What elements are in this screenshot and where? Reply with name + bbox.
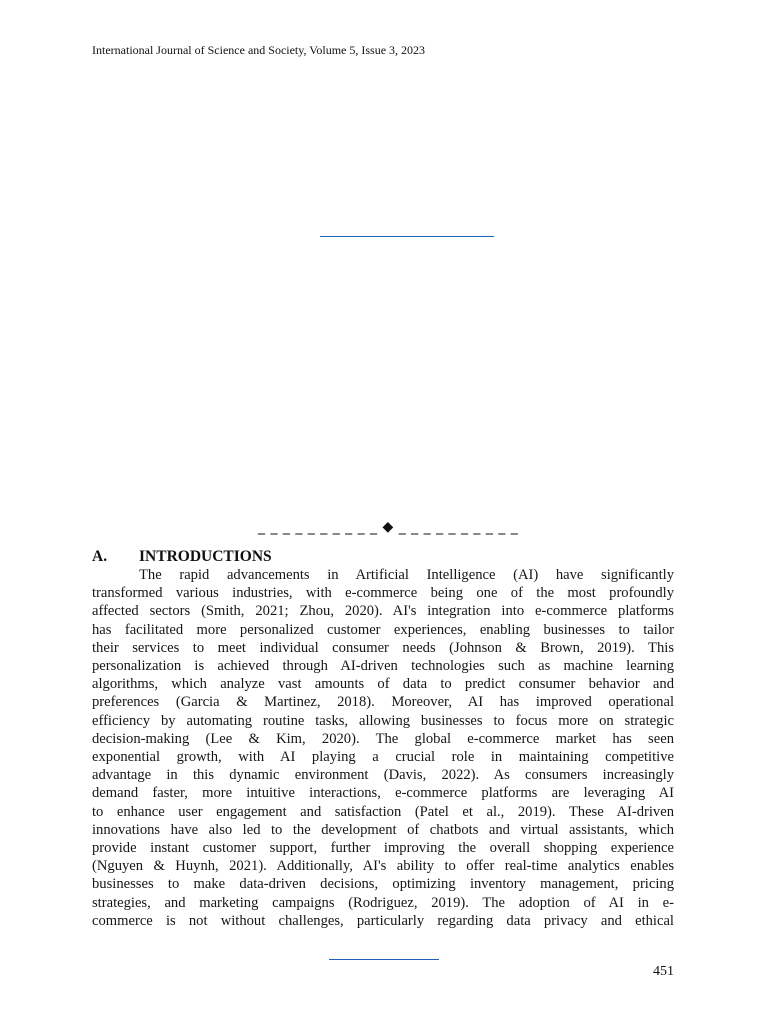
paragraph-line: to enhance user engagement and satisfaction (Patel et al., 2019). These AI-driven	[92, 803, 674, 820]
paragraph-line: affected sectors (Smith, 2021; Zhou, 2020). AI's integration into e-commerce platforms	[92, 603, 674, 620]
paragraph-line: demand faster, more intuitive interactions, e-commerce platforms are leveraging AI	[92, 785, 674, 802]
page-number: 451	[653, 964, 674, 979]
paragraph-line: (Nguyen & Huynh, 2021). Additionally, AI's ability to offer real-time analytics enables	[92, 858, 674, 875]
section-separator: _ _ _ _ _ _ _ _ _ _ ◆ _ _ _ _ _ _ _ _ _ _	[258, 519, 519, 535]
paragraph-line: personalization is achieved through AI-driven technologies such as machine learning	[92, 658, 674, 675]
paragraph-line: transformed various industries, with e-commerce being one of the most profoundly	[92, 585, 674, 602]
paragraph-line: preferences (Garcia & Martinez, 2018). Moreover, AI has improved operational	[92, 694, 674, 711]
paragraph-line: provide instant customer support, further improving the overall shopping experience	[92, 840, 674, 857]
paragraph-line: algorithms, which analyze vast amounts of data to predict consumer behavior and	[92, 676, 674, 693]
paragraph-line: exponential growth, with AI playing a crucial role in maintaining competitive	[92, 749, 674, 766]
paragraph-line: The rapid advancements in Artificial Intelligence (AI) have significantly	[139, 567, 674, 583]
section-number: A.	[92, 548, 108, 565]
hyperlink-underline-bottom[interactable]	[329, 959, 439, 960]
section-title: INTRODUCTIONS	[139, 548, 272, 565]
section-heading	[92, 548, 272, 566]
paragraph-line: commerce is not without challenges, particularly regarding data privacy and ethical	[92, 912, 674, 929]
paragraph-line: has facilitated more personalized customer experiences, enabling businesses to tailor	[92, 621, 674, 638]
paragraph-line: efficiency by automating routine tasks, allowing businesses to focus more on strategic	[92, 712, 674, 729]
running-header: International Journal of Science and Society, Volume 5, Issue 3, 2023	[92, 43, 426, 57]
paragraph-line: businesses to make data-driven decisions, optimizing inventory management, pricing	[92, 876, 674, 893]
paragraph-line: their services to meet individual consumer needs (Johnson & Brown, 2019). This	[92, 639, 674, 656]
paragraph-line: strategies, and marketing campaigns (Rodriguez, 2019). The adoption of AI in e-	[92, 894, 674, 911]
paragraph-line: decision-making (Lee & Kim, 2020). The global e-commerce market has seen	[92, 730, 674, 747]
introduction-paragraph	[92, 566, 674, 930]
paragraph-line: innovations have also led to the development of chatbots and virtual assistants, which	[92, 821, 674, 838]
paragraph-line: advantage in this dynamic environment (Davis, 2022). As consumers increasingly	[92, 767, 674, 784]
hyperlink-underline-top[interactable]	[320, 236, 494, 237]
